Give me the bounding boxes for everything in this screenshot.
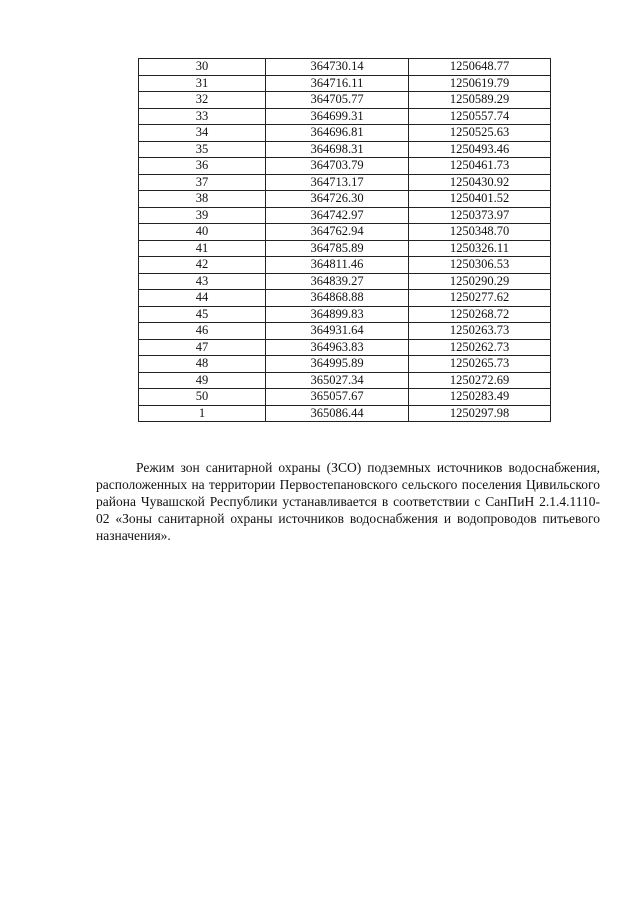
x-coordinate-cell: 364963.83 [266,339,409,356]
x-coordinate-cell: 364995.89 [266,356,409,373]
table-row [139,339,551,356]
x-coordinate-cell: 364713.17 [266,174,409,191]
x-coordinate-cell: 364730.14 [266,59,409,76]
zso-regime-paragraph: Режим зон санитарной охраны (ЗСО) подземных источников водоснабжения, расположенных на территории Первостепановского сельского поселения Цивильского района Чувашской Республики устанавливается в соответствии с СанПиН 2.1.4.1110-02 «Зоны санитарной охраны источников водоснабжения и водопроводов питьевого назначения». [96,460,600,543]
table-row [139,92,551,109]
x-coordinate-cell: 364716.11 [266,75,409,92]
table-row [139,257,551,274]
table-row [139,323,551,340]
y-coordinate-cell: 1250268.72 [409,306,551,323]
point-number-cell: 38 [139,191,266,208]
table-row [139,389,551,406]
point-number-cell: 42 [139,257,266,274]
point-number-cell: 48 [139,356,266,373]
x-coordinate-cell: 365057.67 [266,389,409,406]
table-row [139,75,551,92]
y-coordinate-cell: 1250493.46 [409,141,551,158]
table-row [139,306,551,323]
y-coordinate-cell: 1250262.73 [409,339,551,356]
y-coordinate-cell: 1250326.11 [409,240,551,257]
y-coordinate-cell: 1250272.69 [409,372,551,389]
point-number-cell: 49 [139,372,266,389]
point-number-cell: 41 [139,240,266,257]
point-number-cell: 30 [139,59,266,76]
point-number-cell: 32 [139,92,266,109]
x-coordinate-cell: 364705.77 [266,92,409,109]
y-coordinate-cell: 1250557.74 [409,108,551,125]
point-number-cell: 46 [139,323,266,340]
x-coordinate-cell: 364703.79 [266,158,409,175]
point-number-cell: 1 [139,405,266,422]
y-coordinate-cell: 1250277.62 [409,290,551,307]
y-coordinate-cell: 1250373.97 [409,207,551,224]
point-number-cell: 31 [139,75,266,92]
y-coordinate-cell: 1250461.73 [409,158,551,175]
point-number-cell: 39 [139,207,266,224]
y-coordinate-cell: 1250306.53 [409,257,551,274]
table-row [139,191,551,208]
x-coordinate-cell: 364785.89 [266,240,409,257]
table-row [139,273,551,290]
x-coordinate-cell: 364699.31 [266,108,409,125]
x-coordinate-cell: 364899.83 [266,306,409,323]
x-coordinate-cell: 364762.94 [266,224,409,241]
y-coordinate-cell: 1250401.52 [409,191,551,208]
coordinates-table-body [139,59,551,422]
point-number-cell: 33 [139,108,266,125]
point-number-cell: 47 [139,339,266,356]
point-number-cell: 43 [139,273,266,290]
x-coordinate-cell: 364696.81 [266,125,409,142]
table-row [139,207,551,224]
coordinates-table [138,58,551,422]
table-row [139,125,551,142]
point-number-cell: 44 [139,290,266,307]
x-coordinate-cell: 364698.31 [266,141,409,158]
point-number-cell: 34 [139,125,266,142]
y-coordinate-cell: 1250525.63 [409,125,551,142]
table-row [139,108,551,125]
point-number-cell: 40 [139,224,266,241]
x-coordinate-cell: 364811.46 [266,257,409,274]
table-row [139,224,551,241]
y-coordinate-cell: 1250430.92 [409,174,551,191]
table-row [139,59,551,76]
point-number-cell: 35 [139,141,266,158]
x-coordinate-cell: 364742.97 [266,207,409,224]
y-coordinate-cell: 1250348.70 [409,224,551,241]
y-coordinate-cell: 1250265.73 [409,356,551,373]
table-row [139,240,551,257]
table-row [139,356,551,373]
point-number-cell: 37 [139,174,266,191]
x-coordinate-cell: 364839.27 [266,273,409,290]
y-coordinate-cell: 1250619.79 [409,75,551,92]
table-row [139,158,551,175]
y-coordinate-cell: 1250283.49 [409,389,551,406]
point-number-cell: 36 [139,158,266,175]
x-coordinate-cell: 365027.34 [266,372,409,389]
y-coordinate-cell: 1250589.29 [409,92,551,109]
y-coordinate-cell: 1250290.29 [409,273,551,290]
x-coordinate-cell: 365086.44 [266,405,409,422]
x-coordinate-cell: 364726.30 [266,191,409,208]
table-row [139,372,551,389]
point-number-cell: 45 [139,306,266,323]
table-row [139,141,551,158]
x-coordinate-cell: 364931.64 [266,323,409,340]
table-row [139,290,551,307]
y-coordinate-cell: 1250297.98 [409,405,551,422]
y-coordinate-cell: 1250648.77 [409,59,551,76]
x-coordinate-cell: 364868.88 [266,290,409,307]
point-number-cell: 50 [139,389,266,406]
y-coordinate-cell: 1250263.73 [409,323,551,340]
table-row [139,174,551,191]
table-row [139,405,551,422]
